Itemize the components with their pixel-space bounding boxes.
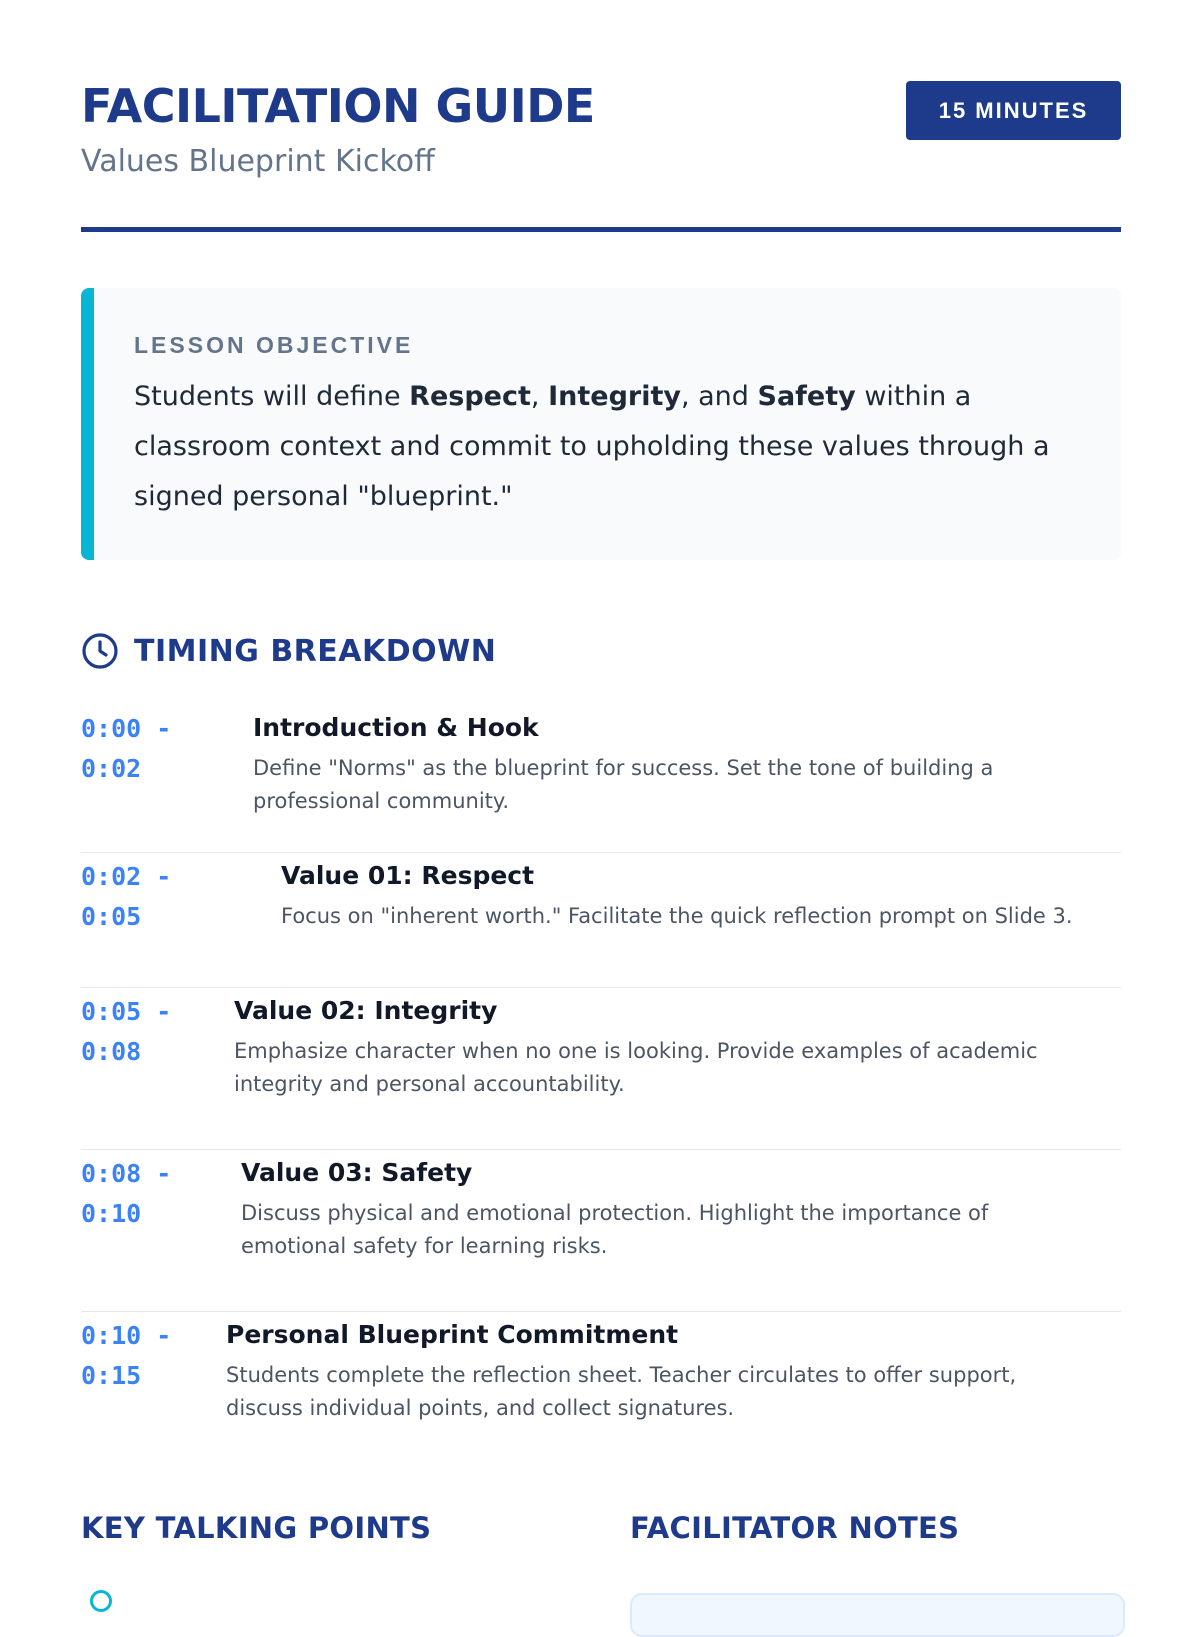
objective-text <box>134 372 1094 522</box>
timing-row-title: Introduction & Hook <box>253 713 539 742</box>
objective-label: LESSON OBJECTIVE <box>134 332 414 358</box>
facilitator-notes-heading: FACILITATOR NOTES <box>630 1511 960 1545</box>
timing-row-description: Discuss physical and emotional protection. Highlight the importance of emotional safety for learning risks. <box>241 1201 989 1258</box>
time-range <box>81 1316 201 1396</box>
timing-row-title: Personal Blueprint Commitment <box>226 1320 679 1349</box>
objective-value-safety: Safety <box>757 381 856 412</box>
timing-row-title: Value 02: Integrity <box>234 996 498 1025</box>
objective-text-outro: within a classroom context and commit to upholding these values through a signed personal "blueprint." <box>134 381 1050 512</box>
timing-row <box>81 1150 1121 1312</box>
time-start: 0:05 - <box>81 997 172 1026</box>
objective-separator-1: , <box>530 381 549 412</box>
time-range <box>81 1154 201 1234</box>
timing-row <box>81 705 1121 853</box>
time-start: 0:10 - <box>81 1321 172 1350</box>
timing-row-description: Define "Norms" as the blueprint for success. Set the tone of building a professional community. <box>253 756 994 813</box>
time-start: 0:08 - <box>81 1159 172 1188</box>
timing-row <box>81 853 1121 988</box>
timing-row-description: Focus on "inherent worth." Facilitate the quick reflection prompt on Slide 3. <box>281 904 1073 928</box>
objective-value-respect: Respect <box>409 381 531 412</box>
time-end: 0:02 <box>81 754 142 783</box>
objective-text-intro: Students will define <box>134 381 410 412</box>
timing-row-title: Value 01: Respect <box>281 861 535 890</box>
timing-row <box>81 988 1121 1150</box>
objective-separator-2: , and <box>680 381 758 412</box>
header-divider <box>81 227 1121 232</box>
time-start: 0:02 - <box>81 862 172 891</box>
time-range <box>81 857 201 937</box>
timing-row-title: Value 03: Safety <box>241 1158 473 1187</box>
timing-row <box>81 1312 1121 1472</box>
objective-value-integrity: Integrity <box>548 381 681 412</box>
time-end: 0:10 <box>81 1199 142 1228</box>
time-start: 0:00 - <box>81 714 172 743</box>
time-range <box>81 709 201 789</box>
time-end: 0:08 <box>81 1037 142 1066</box>
clock-icon <box>81 632 119 670</box>
page-title: FACILITATION GUIDE <box>81 79 595 133</box>
timing-breakdown-title: TIMING BREAKDOWN <box>134 633 497 669</box>
time-range <box>81 992 201 1072</box>
talking-point-bullet-icon <box>90 1590 112 1612</box>
page-subtitle: Values Blueprint Kickoff <box>81 144 435 179</box>
duration-badge: 15 MINUTES <box>906 81 1121 140</box>
key-talking-points-heading: KEY TALKING POINTS <box>81 1511 432 1545</box>
lesson-objective-card <box>81 288 1121 560</box>
timing-breakdown-heading <box>81 632 496 670</box>
time-end: 0:15 <box>81 1361 142 1390</box>
time-end: 0:05 <box>81 902 142 931</box>
timing-row-description: Emphasize character when no one is looking. Provide examples of academic integrity and personal accountability. <box>234 1039 1038 1096</box>
objective-accent-bar <box>81 288 94 560</box>
timing-row-description: Students complete the reflection sheet. Teacher circulates to offer support, discuss individual points, and collect signatures. <box>226 1363 1017 1420</box>
header <box>81 78 1121 238</box>
